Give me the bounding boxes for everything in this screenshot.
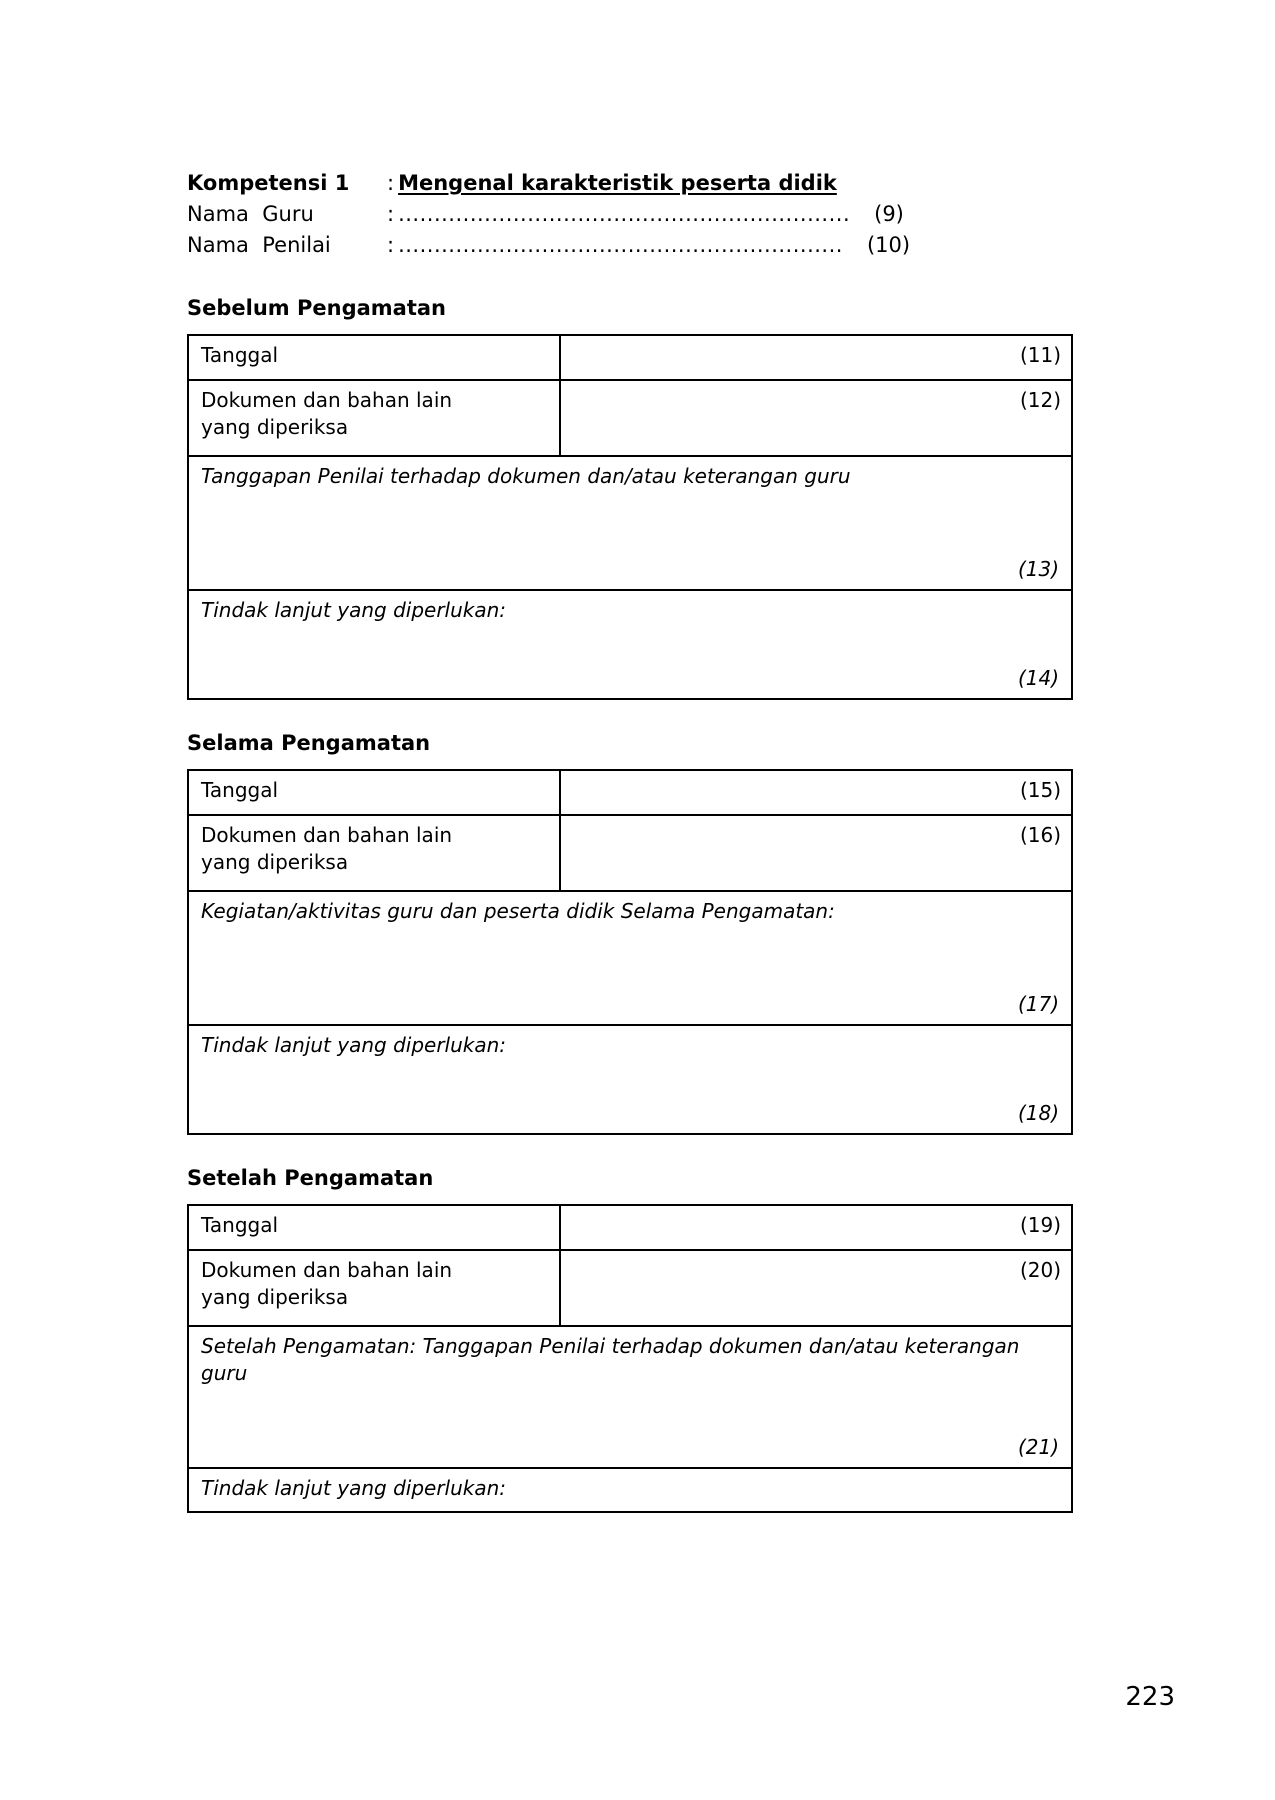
row-value-tanggal[interactable] xyxy=(560,1205,1072,1250)
row-label-line2: yang diperiksa xyxy=(201,415,349,439)
row-number: (17) xyxy=(1017,992,1059,1016)
row-prompt-text: Kegiatan/aktivitas guru dan peserta didik Selama Pengamatan: xyxy=(201,899,835,923)
table-row xyxy=(188,380,1072,456)
competency-row xyxy=(187,168,1073,199)
assessor-name-field[interactable]: .............................................................. xyxy=(398,233,843,257)
form-header xyxy=(187,168,1073,261)
row-label-tanggal: Tanggal xyxy=(188,1205,560,1250)
section-title-setelah: Setelah Pengamatan xyxy=(187,1166,434,1190)
form-content xyxy=(187,168,1073,1513)
teacher-name-field[interactable]: ............................................................... xyxy=(398,202,851,226)
assessor-name-row xyxy=(187,230,1073,261)
assessor-name-number: (10) xyxy=(866,233,911,257)
teacher-name-colon: : xyxy=(387,202,395,226)
row-prompt-text: Tanggapan Penilai terhadap dokumen dan/atau keterangan guru xyxy=(201,464,851,488)
row-tanggapan-penilai[interactable] xyxy=(188,456,1072,590)
row-prompt-text: Tindak lanjut yang diperlukan: xyxy=(201,598,507,622)
row-prompt-text: Tindak lanjut yang diperlukan: xyxy=(201,1476,507,1500)
row-number: (13) xyxy=(1017,557,1059,581)
row-value-dokumen[interactable] xyxy=(560,1250,1072,1326)
row-tindak-lanjut[interactable] xyxy=(188,1025,1072,1134)
row-prompt-text: Setelah Pengamatan: Tanggapan Penilai terhadap dokumen dan/atau keterangan guru xyxy=(201,1334,1020,1385)
row-number: (19) xyxy=(1019,1213,1061,1237)
row-number: (12) xyxy=(1019,388,1061,412)
assessor-name-label: Nama Penilai xyxy=(187,233,331,257)
row-label-tanggal: Tanggal xyxy=(188,770,560,815)
table-row xyxy=(188,335,1072,380)
teacher-name-row xyxy=(187,199,1073,230)
table-row xyxy=(188,1025,1072,1134)
row-label-line1: Dokumen dan bahan lain xyxy=(201,1258,453,1282)
row-label-line2: yang diperiksa xyxy=(201,850,349,874)
page-number: 223 xyxy=(1125,1682,1175,1712)
row-value-dokumen[interactable] xyxy=(560,380,1072,456)
teacher-name-number: (9) xyxy=(874,202,904,226)
section-table-setelah xyxy=(187,1204,1073,1513)
competency-colon: : xyxy=(387,171,395,195)
row-label-dokumen xyxy=(188,380,560,456)
table-row xyxy=(188,770,1072,815)
row-label-dokumen xyxy=(188,815,560,891)
table-row xyxy=(188,1326,1072,1468)
row-number: (11) xyxy=(1019,343,1061,367)
row-number: (21) xyxy=(1017,1435,1059,1459)
competency-label: Kompetensi 1 xyxy=(187,171,350,195)
row-kegiatan-aktivitas[interactable] xyxy=(188,891,1072,1025)
teacher-name-label: Nama Guru xyxy=(187,202,314,226)
row-number: (18) xyxy=(1017,1101,1059,1125)
row-prompt-text: Tindak lanjut yang diperlukan: xyxy=(201,1033,507,1057)
row-label-line1: Dokumen dan bahan lain xyxy=(201,823,453,847)
row-tindak-lanjut[interactable] xyxy=(188,590,1072,699)
row-number: (16) xyxy=(1019,823,1061,847)
row-tanggapan-setelah[interactable] xyxy=(188,1326,1072,1468)
row-label-dokumen xyxy=(188,1250,560,1326)
table-row xyxy=(188,456,1072,590)
section-table-selama xyxy=(187,769,1073,1135)
row-number: (15) xyxy=(1019,778,1061,802)
row-tindak-lanjut[interactable] xyxy=(188,1468,1072,1512)
section-title-sebelum: Sebelum Pengamatan xyxy=(187,296,446,320)
row-label-line1: Dokumen dan bahan lain xyxy=(201,388,453,412)
row-value-tanggal[interactable] xyxy=(560,770,1072,815)
table-row xyxy=(188,815,1072,891)
row-label-line2: yang diperiksa xyxy=(201,1285,349,1309)
row-value-dokumen[interactable] xyxy=(560,815,1072,891)
row-number: (14) xyxy=(1017,666,1059,690)
row-number: (20) xyxy=(1019,1258,1061,1282)
assessor-name-colon: : xyxy=(387,233,395,257)
section-table-sebelum xyxy=(187,334,1073,700)
table-row xyxy=(188,891,1072,1025)
table-row xyxy=(188,1205,1072,1250)
row-value-tanggal[interactable] xyxy=(560,335,1072,380)
row-label-tanggal: Tanggal xyxy=(188,335,560,380)
table-row xyxy=(188,1250,1072,1326)
section-title-selama: Selama Pengamatan xyxy=(187,731,431,755)
table-row xyxy=(188,590,1072,699)
competency-value: Mengenal karakteristik peserta didik xyxy=(398,171,837,195)
table-row xyxy=(188,1468,1072,1512)
